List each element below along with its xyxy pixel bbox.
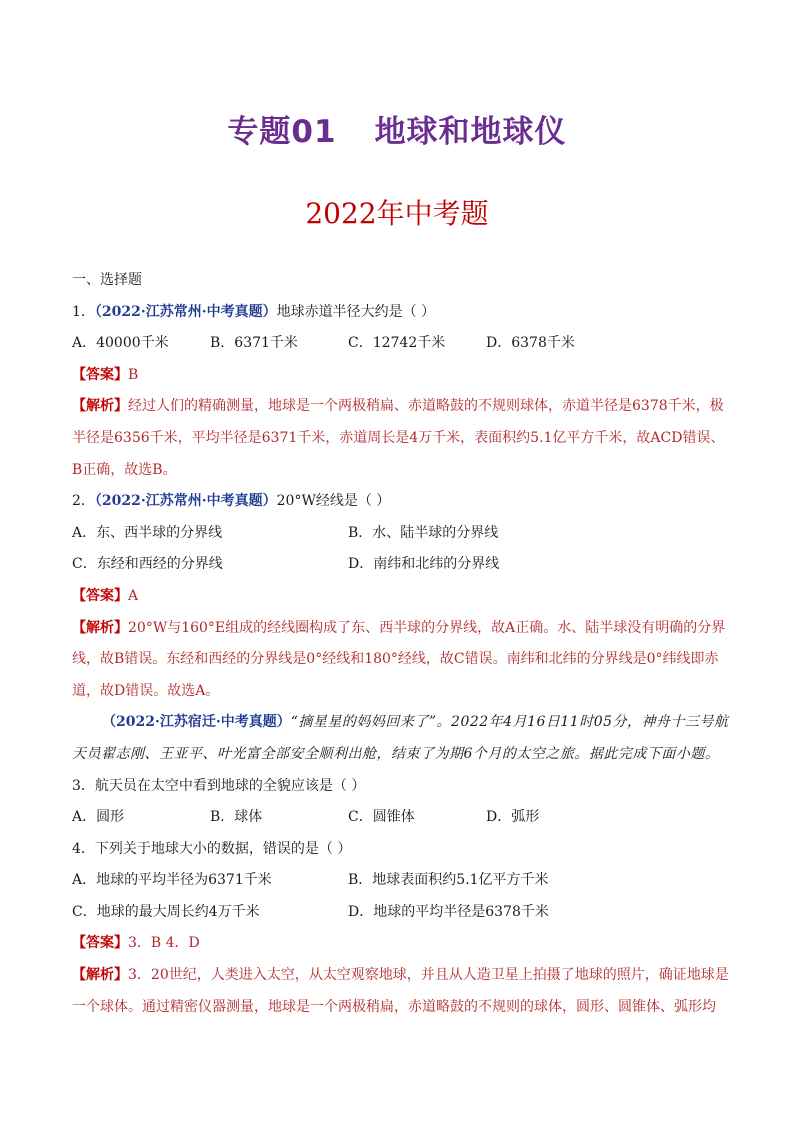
question-3-4-answer xyxy=(72,928,724,960)
question-4-options-row-2 xyxy=(72,897,724,929)
title-part-2: 地球和地球仪 xyxy=(374,114,567,150)
question-text: 20°W经线是（ ） xyxy=(276,493,391,510)
question-2-options-row-1 xyxy=(72,518,724,550)
option-c: C．地球的最大周长约4万千米 xyxy=(72,903,260,920)
question-3-options xyxy=(72,802,724,834)
question-text: 地球赤道半径大约是（ ） xyxy=(276,303,436,320)
analysis-tag: 【解析】 xyxy=(72,967,128,984)
question-source: （2022·江苏常州·中考真题） xyxy=(94,303,277,320)
question-2-answer xyxy=(72,581,724,613)
option-b: B．6371千米 xyxy=(210,335,298,352)
answer-value: A xyxy=(128,587,139,604)
question-3-4-analysis-line-1 xyxy=(72,960,729,992)
option-d: D．弧形 xyxy=(486,809,540,826)
question-2-analysis-line-3: 道，故D错误。故选A。 xyxy=(72,682,220,699)
question-source: （2022·江苏宿迁·中考真题） xyxy=(102,714,291,731)
question-source: （2022·江苏常州·中考真题） xyxy=(94,493,277,510)
analysis-text: 经过人们的精确测量，地球是一个两极稍扁、赤道略鼓的不规则球体，赤道半径是6378千米，极 xyxy=(128,398,724,415)
option-a: A．圆形 xyxy=(72,809,125,826)
analysis-tag: 【解析】 xyxy=(72,619,128,636)
question-number: 2． xyxy=(72,493,95,510)
option-a: A．40000千米 xyxy=(72,335,169,352)
analysis-text: 20°W与160°E组成的经线圈构成了东、西半球的分界线，故A正确。水、陆半球没有明确的分界 xyxy=(128,619,726,636)
question-2-analysis-line-1 xyxy=(72,613,724,645)
answer-value: 3．B 4．D xyxy=(128,935,200,952)
analysis-text: 3．20世纪，人类进入太空，从太空观察地球，并且从人造卫星上拍摄了地球的照片，确证地球是 xyxy=(128,967,729,984)
question-4-stem: 4．下列关于地球大小的数据，错误的是（ ） xyxy=(72,840,352,857)
answer-value: B xyxy=(128,366,139,383)
option-c: C．东经和西经的分界线 xyxy=(72,556,223,573)
question-2-options-row-2 xyxy=(72,549,724,581)
answer-tag: 【答案】 xyxy=(72,366,128,383)
option-c: C．12742千米 xyxy=(348,335,446,352)
option-d: D．南纬和北纬的分界线 xyxy=(348,556,500,573)
title-part-1: 专题01 xyxy=(227,114,337,150)
question-1-answer xyxy=(72,360,724,392)
option-a: A．地球的平均半径为6371千米 xyxy=(72,872,272,889)
option-b: B．水、陆半球的分界线 xyxy=(348,524,499,541)
option-b: B．地球表面积约5.1亿平方千米 xyxy=(348,872,549,889)
question-4-options-row-1 xyxy=(72,865,724,897)
question-3-stem: 3．航天员在太空中看到地球的全貌应该是（ ） xyxy=(72,777,366,794)
intro-text: “摘星星的妈妈回来了”。2022年4月16日11时05分，神舟十三号航 xyxy=(290,714,729,731)
option-a: A．东、西半球的分界线 xyxy=(72,524,223,541)
question-1-analysis-line-1 xyxy=(72,391,724,423)
page-title xyxy=(0,106,794,151)
option-d: D．6378千米 xyxy=(486,335,575,352)
answer-tag: 【答案】 xyxy=(72,935,128,952)
question-3-4-analysis-line-2: 一个球体。通过精密仪器测量，地球是一个两极稍扁，赤道略鼓的不规则的球体，圆形、圆锥体、弧形均 xyxy=(72,998,716,1015)
option-b: B．球体 xyxy=(210,809,263,826)
question-1-analysis-line-3: B正确，故选B。 xyxy=(72,461,177,478)
question-3-4-intro-line-1 xyxy=(72,707,729,739)
question-2-stem xyxy=(72,486,724,518)
question-1-stem xyxy=(72,297,724,329)
option-d: D．地球的平均半径是6378千米 xyxy=(348,903,549,920)
section-heading: 一、选择题 xyxy=(72,272,142,288)
question-3-4-intro-line-2: 天员翟志刚、王亚平、叶光富全部安全顺利出舱，结束了为期6个月的太空之旅。据此完成下面小题。 xyxy=(72,745,720,762)
question-1-options xyxy=(72,328,724,360)
analysis-tag: 【解析】 xyxy=(72,398,128,415)
answer-tag: 【答案】 xyxy=(72,587,128,604)
question-number: 1． xyxy=(72,303,95,320)
question-2-analysis-line-2: 线，故B错误。东经和西经的分界线是0°经线和180°经线，故C错误。南纬和北纬的分界线是0°纬线即赤 xyxy=(72,651,719,668)
question-1-analysis-line-2: 半径是6356千米，平均半径是6371千米，赤道周长是4万千米，表面积约5.1亿平方千米，故ACD错误、 xyxy=(72,429,725,446)
option-c: C．圆锥体 xyxy=(348,809,415,826)
content-body xyxy=(72,265,729,1023)
page-subtitle: 2022年中考题 xyxy=(305,197,489,230)
